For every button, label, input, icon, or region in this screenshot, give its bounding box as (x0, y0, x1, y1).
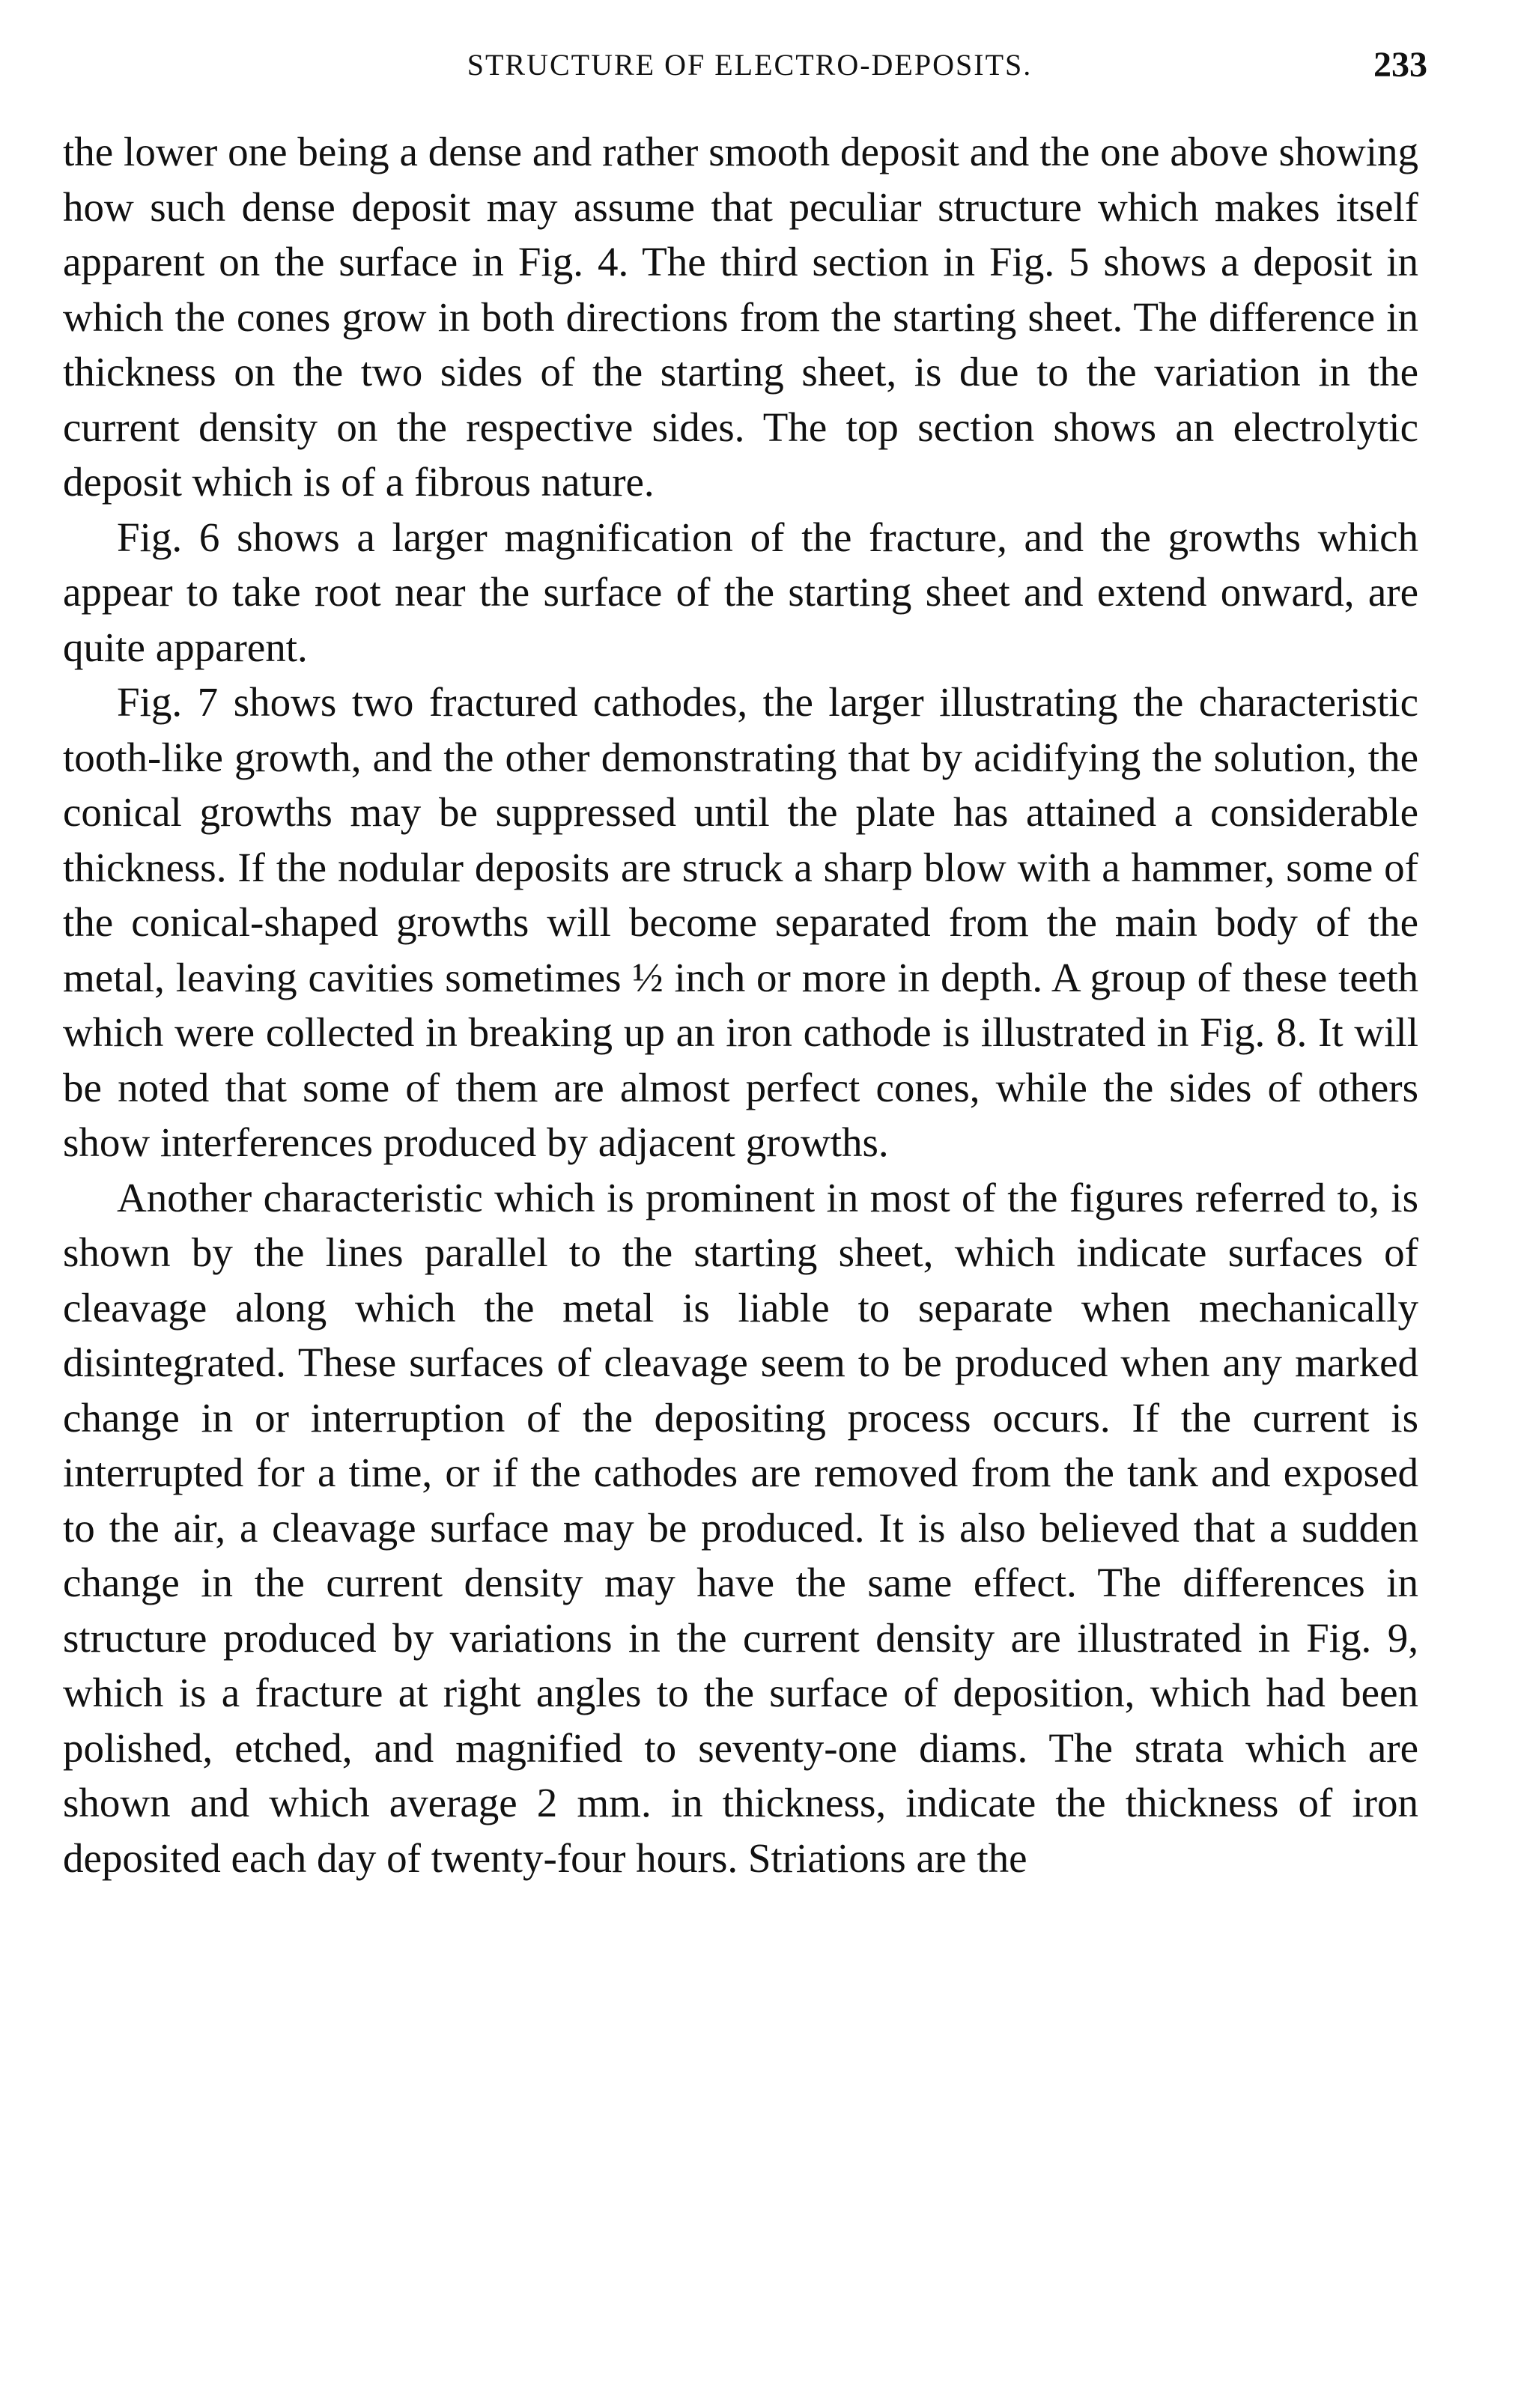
paragraph-1: the lower one being a dense and rather smooth deposit and the one above showing how such dense deposit may assume that peculiar structure which makes itself apparent on the surface in Fig. 4. The third section in Fig. 5 shows a deposit in which the cones grow in both directions from the starting sheet. The difference in thickness on the two sides of the starting sheet, is due to the variation in the current density on the respective sides. The top section shows an electrolytic deposit which is of a fibrous nature. (63, 129, 1418, 505)
running-header (72, 39, 1427, 91)
paragraph-2: Fig. 6 shows a larger magnification of the fracture, and the growths which appear to take root near the surface of the starting sheet and extend onward, are quite apparent. (63, 514, 1418, 670)
paragraph-4: Another characteristic which is prominent in most of the figures referred to, is shown by the lines parallel to the starting sheet, which indicate surfaces of cleavage along which the metal is liable to separate when mechanically disintegrated. These surfaces of cleavage seem to be produced when any marked change in or interruption of the depositing process occurs. If the current is interrupted for a time, or if the cathodes are removed from the tank and exposed to the air, a cleavage surface may be produced. It is also believed that a sudden change in the current density may have the same effect. The differences in structure produced by variations in the current density are illustrated in Fig. 9, which is a fracture at right angles to the surface of deposition, which had been polished, etched, and magnified to seventy-one diams. The strata which are shown and which average 2 mm. in thickness, indicate the thickness of iron deposited each day of twenty-four hours. Striations are the (63, 1174, 1418, 1881)
running-title: STRUCTURE OF ELECTRO-DEPOSITS. (467, 48, 1033, 82)
body-text (63, 124, 1418, 1885)
page-number: 233 (1373, 45, 1427, 85)
paragraph-3: Fig. 7 shows two fractured cathodes, the larger illustrating the characteristic tooth-like growth, and the other demonstrating that by acidifying the solution, the conical growths may be suppressed until the plate has attained a considerable thickness. If the nodular deposits are struck a sharp blow with a hammer, some of the conical-shaped growths will become separated from the main body of the metal, leaving cavities sometimes ½ inch or more in depth. A group of these teeth which were collected in breaking up an iron cathode is illustrated in Fig. 8. It will be noted that some of them are almost perfect cones, while the sides of others show interferences produced by adjacent growths. (63, 679, 1418, 1165)
